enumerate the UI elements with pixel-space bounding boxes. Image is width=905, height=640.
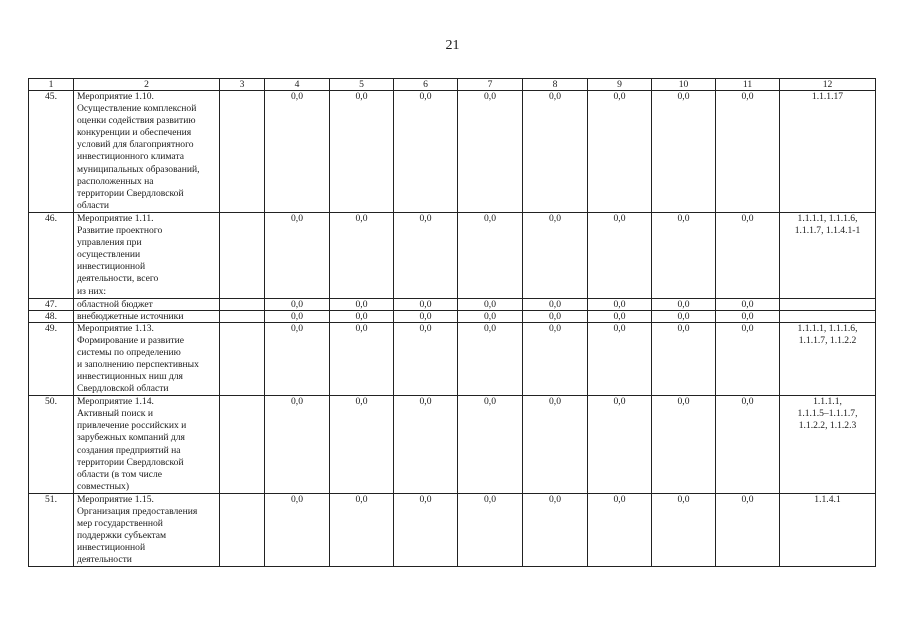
column-3-cell (220, 396, 265, 494)
value-cell-col-10: 0,0 (652, 298, 716, 310)
activity-name-line: Мероприятие 1.10. (77, 91, 154, 102)
value-cell-col-4: 0,0 (265, 212, 330, 298)
column-header-8: 8 (523, 79, 588, 91)
column-header-3: 3 (220, 79, 265, 91)
activity-name (74, 322, 220, 396)
activity-name-line: Свердловской области (77, 383, 169, 395)
activity-name-line: из них: (77, 285, 107, 297)
value-cell-col-9: 0,0 (588, 396, 652, 494)
value-cell-col-5: 0,0 (330, 322, 394, 396)
value-cell-col-9: 0,0 (588, 310, 652, 322)
row-number: 46. (29, 212, 74, 298)
column-header-2: 2 (74, 79, 220, 91)
target-indicators (780, 310, 876, 322)
value-cell-col-10: 0,0 (652, 493, 716, 567)
activity-name-line: осуществлении (77, 249, 141, 261)
header-row (29, 79, 876, 91)
value-cell-col-7: 0,0 (458, 396, 523, 494)
activity-name-line: управления при (77, 237, 142, 249)
column-3-cell (220, 493, 265, 567)
value-cell-col-6: 0,0 (394, 91, 458, 213)
activity-name (74, 298, 220, 310)
activity-name-line: Осуществление комплексной (77, 103, 197, 115)
column-3-cell (220, 310, 265, 322)
value-cell-col-11: 0,0 (716, 322, 780, 396)
value-cell-col-11: 0,0 (716, 212, 780, 298)
table-row (29, 493, 876, 567)
activity-name-line: инвестиционных ниш для (77, 370, 183, 382)
value-cell-col-10: 0,0 (652, 310, 716, 322)
value-cell-col-10: 0,0 (652, 322, 716, 396)
table-row (29, 322, 876, 396)
target-indicator-line: 1.1.1.17 (811, 91, 844, 102)
table-row (29, 310, 876, 322)
value-cell-col-10: 0,0 (652, 91, 716, 213)
activity-name-line: зарубежных компаний для (77, 432, 185, 444)
value-cell-col-4: 0,0 (265, 322, 330, 396)
row-number: 49. (29, 322, 74, 396)
activity-name (74, 310, 220, 322)
target-indicator-line: 1.1.2.2, 1.1.2.3 (798, 420, 857, 432)
value-cell-col-8: 0,0 (523, 91, 588, 213)
target-indicators (780, 493, 876, 567)
activity-name-line: привлечение российских и (77, 420, 187, 432)
activity-name-line: внебюджетные источники (77, 310, 184, 322)
activity-name-line: условий для благоприятного (77, 139, 194, 151)
value-cell-col-7: 0,0 (458, 91, 523, 213)
activity-name-line: областной бюджет (77, 298, 153, 310)
value-cell-col-7: 0,0 (458, 298, 523, 310)
row-number: 51. (29, 493, 74, 567)
column-header-10: 10 (652, 79, 716, 91)
value-cell-col-4: 0,0 (265, 310, 330, 322)
value-cell-col-4: 0,0 (265, 91, 330, 213)
value-cell-col-6: 0,0 (394, 493, 458, 567)
value-cell-col-9: 0,0 (588, 298, 652, 310)
activity-name-line: расположенных на (77, 175, 154, 187)
value-cell-col-7: 0,0 (458, 322, 523, 396)
activity-name-line: Мероприятие 1.11. (77, 212, 154, 224)
table-body (29, 91, 876, 567)
value-cell-col-8: 0,0 (523, 310, 588, 322)
value-cell-col-8: 0,0 (523, 396, 588, 494)
activity-name-line: Организация предоставления (77, 506, 198, 517)
activity-name-line: мер государственной (77, 518, 163, 530)
activity-name-line: области (в том числе (77, 468, 163, 480)
target-indicator-line: 1.1.1.5–1.1.1.7, (797, 408, 858, 420)
column-3-cell (220, 91, 265, 213)
target-indicator-line: 1.1.1.1, 1.1.1.6, (797, 212, 858, 224)
column-header-7: 7 (458, 79, 523, 91)
program-table (28, 78, 876, 567)
value-cell-col-9: 0,0 (588, 91, 652, 213)
value-cell-col-7: 0,0 (458, 493, 523, 567)
value-cell-col-10: 0,0 (652, 212, 716, 298)
value-cell-col-8: 0,0 (523, 493, 588, 567)
value-cell-col-11: 0,0 (716, 396, 780, 494)
column-3-cell (220, 212, 265, 298)
value-cell-col-4: 0,0 (265, 298, 330, 310)
value-cell-col-8: 0,0 (523, 322, 588, 396)
table-row (29, 212, 876, 298)
activity-name (74, 91, 220, 213)
activity-name (74, 396, 220, 494)
value-cell-col-11: 0,0 (716, 298, 780, 310)
activity-name-line: создания предприятий на (77, 444, 181, 456)
value-cell-col-10: 0,0 (652, 396, 716, 494)
table-row (29, 396, 876, 494)
value-cell-col-5: 0,0 (330, 212, 394, 298)
activity-name-line: инвестиционной (77, 261, 146, 273)
value-cell-col-7: 0,0 (458, 310, 523, 322)
activity-name-line: системы по определению (77, 346, 181, 358)
row-number: 45. (29, 91, 74, 213)
value-cell-col-6: 0,0 (394, 310, 458, 322)
column-header-11: 11 (716, 79, 780, 91)
activity-name-line: оценки содействия развитию (77, 115, 196, 127)
activity-name-line: Мероприятие 1.13. (77, 322, 154, 334)
activity-name-line: области (77, 199, 110, 211)
value-cell-col-9: 0,0 (588, 212, 652, 298)
row-number: 48. (29, 310, 74, 322)
activity-name-line: и заполнению перспективных (77, 358, 199, 370)
target-indicator-line: 1.1.1.1, 1.1.1.6, (797, 322, 858, 334)
value-cell-col-11: 0,0 (716, 493, 780, 567)
activity-name-line: Мероприятие 1.14. (77, 396, 154, 408)
activity-name-line: Развитие проектного (77, 225, 163, 237)
target-indicators (780, 322, 876, 396)
activity-name-line: инвестиционного климата (77, 151, 185, 163)
value-cell-col-8: 0,0 (523, 298, 588, 310)
target-indicator-line: 1.1.1.1, (813, 396, 842, 408)
value-cell-col-4: 0,0 (265, 493, 330, 567)
activity-name-line: поддержки субъектам (77, 530, 167, 542)
value-cell-col-5: 0,0 (330, 493, 394, 567)
value-cell-col-5: 0,0 (330, 91, 394, 213)
activity-name-line: муниципальных образований, (77, 163, 200, 175)
row-number: 50. (29, 396, 74, 494)
column-header-9: 9 (588, 79, 652, 91)
column-header-12: 12 (780, 79, 876, 91)
page-number: 21 (445, 38, 460, 53)
column-3-cell (220, 298, 265, 310)
value-cell-col-6: 0,0 (394, 212, 458, 298)
value-cell-col-7: 0,0 (458, 212, 523, 298)
activity-name-line: деятельности (77, 554, 132, 566)
target-indicator-line: 1.1.1.7, 1.1.2.2 (798, 334, 857, 346)
value-cell-col-6: 0,0 (394, 322, 458, 396)
column-header-5: 5 (330, 79, 394, 91)
activity-name-line: территории Свердловской (77, 456, 184, 468)
value-cell-col-9: 0,0 (588, 493, 652, 567)
target-indicators (780, 396, 876, 494)
column-header-6: 6 (394, 79, 458, 91)
value-cell-col-11: 0,0 (716, 310, 780, 322)
value-cell-col-5: 0,0 (330, 298, 394, 310)
value-cell-col-5: 0,0 (330, 310, 394, 322)
value-cell-col-9: 0,0 (588, 322, 652, 396)
target-indicators (780, 298, 876, 310)
target-indicator-line: 1.1.4.1 (814, 493, 841, 505)
value-cell-col-6: 0,0 (394, 396, 458, 494)
value-cell-col-5: 0,0 (330, 396, 394, 494)
activity-name-line: совместных) (77, 480, 130, 492)
table-row (29, 298, 876, 310)
value-cell-col-11: 0,0 (716, 91, 780, 213)
activity-name-line: территории Свердловской (77, 187, 184, 199)
activity-name-line: Формирование и развитие (77, 334, 185, 346)
row-number: 47. (29, 298, 74, 310)
activity-name-line: деятельности, всего (77, 273, 159, 285)
column-header-1: 1 (29, 79, 74, 91)
column-header-4: 4 (265, 79, 330, 91)
activity-name (74, 493, 220, 567)
activity-name-line: конкуренции и обеспечения (77, 127, 192, 139)
value-cell-col-6: 0,0 (394, 298, 458, 310)
target-indicator-line: 1.1.1.7, 1.1.4.1-1 (794, 225, 861, 237)
activity-name-line: Активный поиск и (77, 408, 153, 420)
activity-name (74, 212, 220, 298)
value-cell-col-8: 0,0 (523, 212, 588, 298)
column-3-cell (220, 322, 265, 396)
activity-name-line: Мероприятие 1.15. (77, 493, 154, 505)
target-indicators (780, 91, 876, 213)
target-indicators (780, 212, 876, 298)
activity-name-line: инвестиционной (77, 542, 146, 554)
table-row (29, 91, 876, 213)
value-cell-col-4: 0,0 (265, 396, 330, 494)
